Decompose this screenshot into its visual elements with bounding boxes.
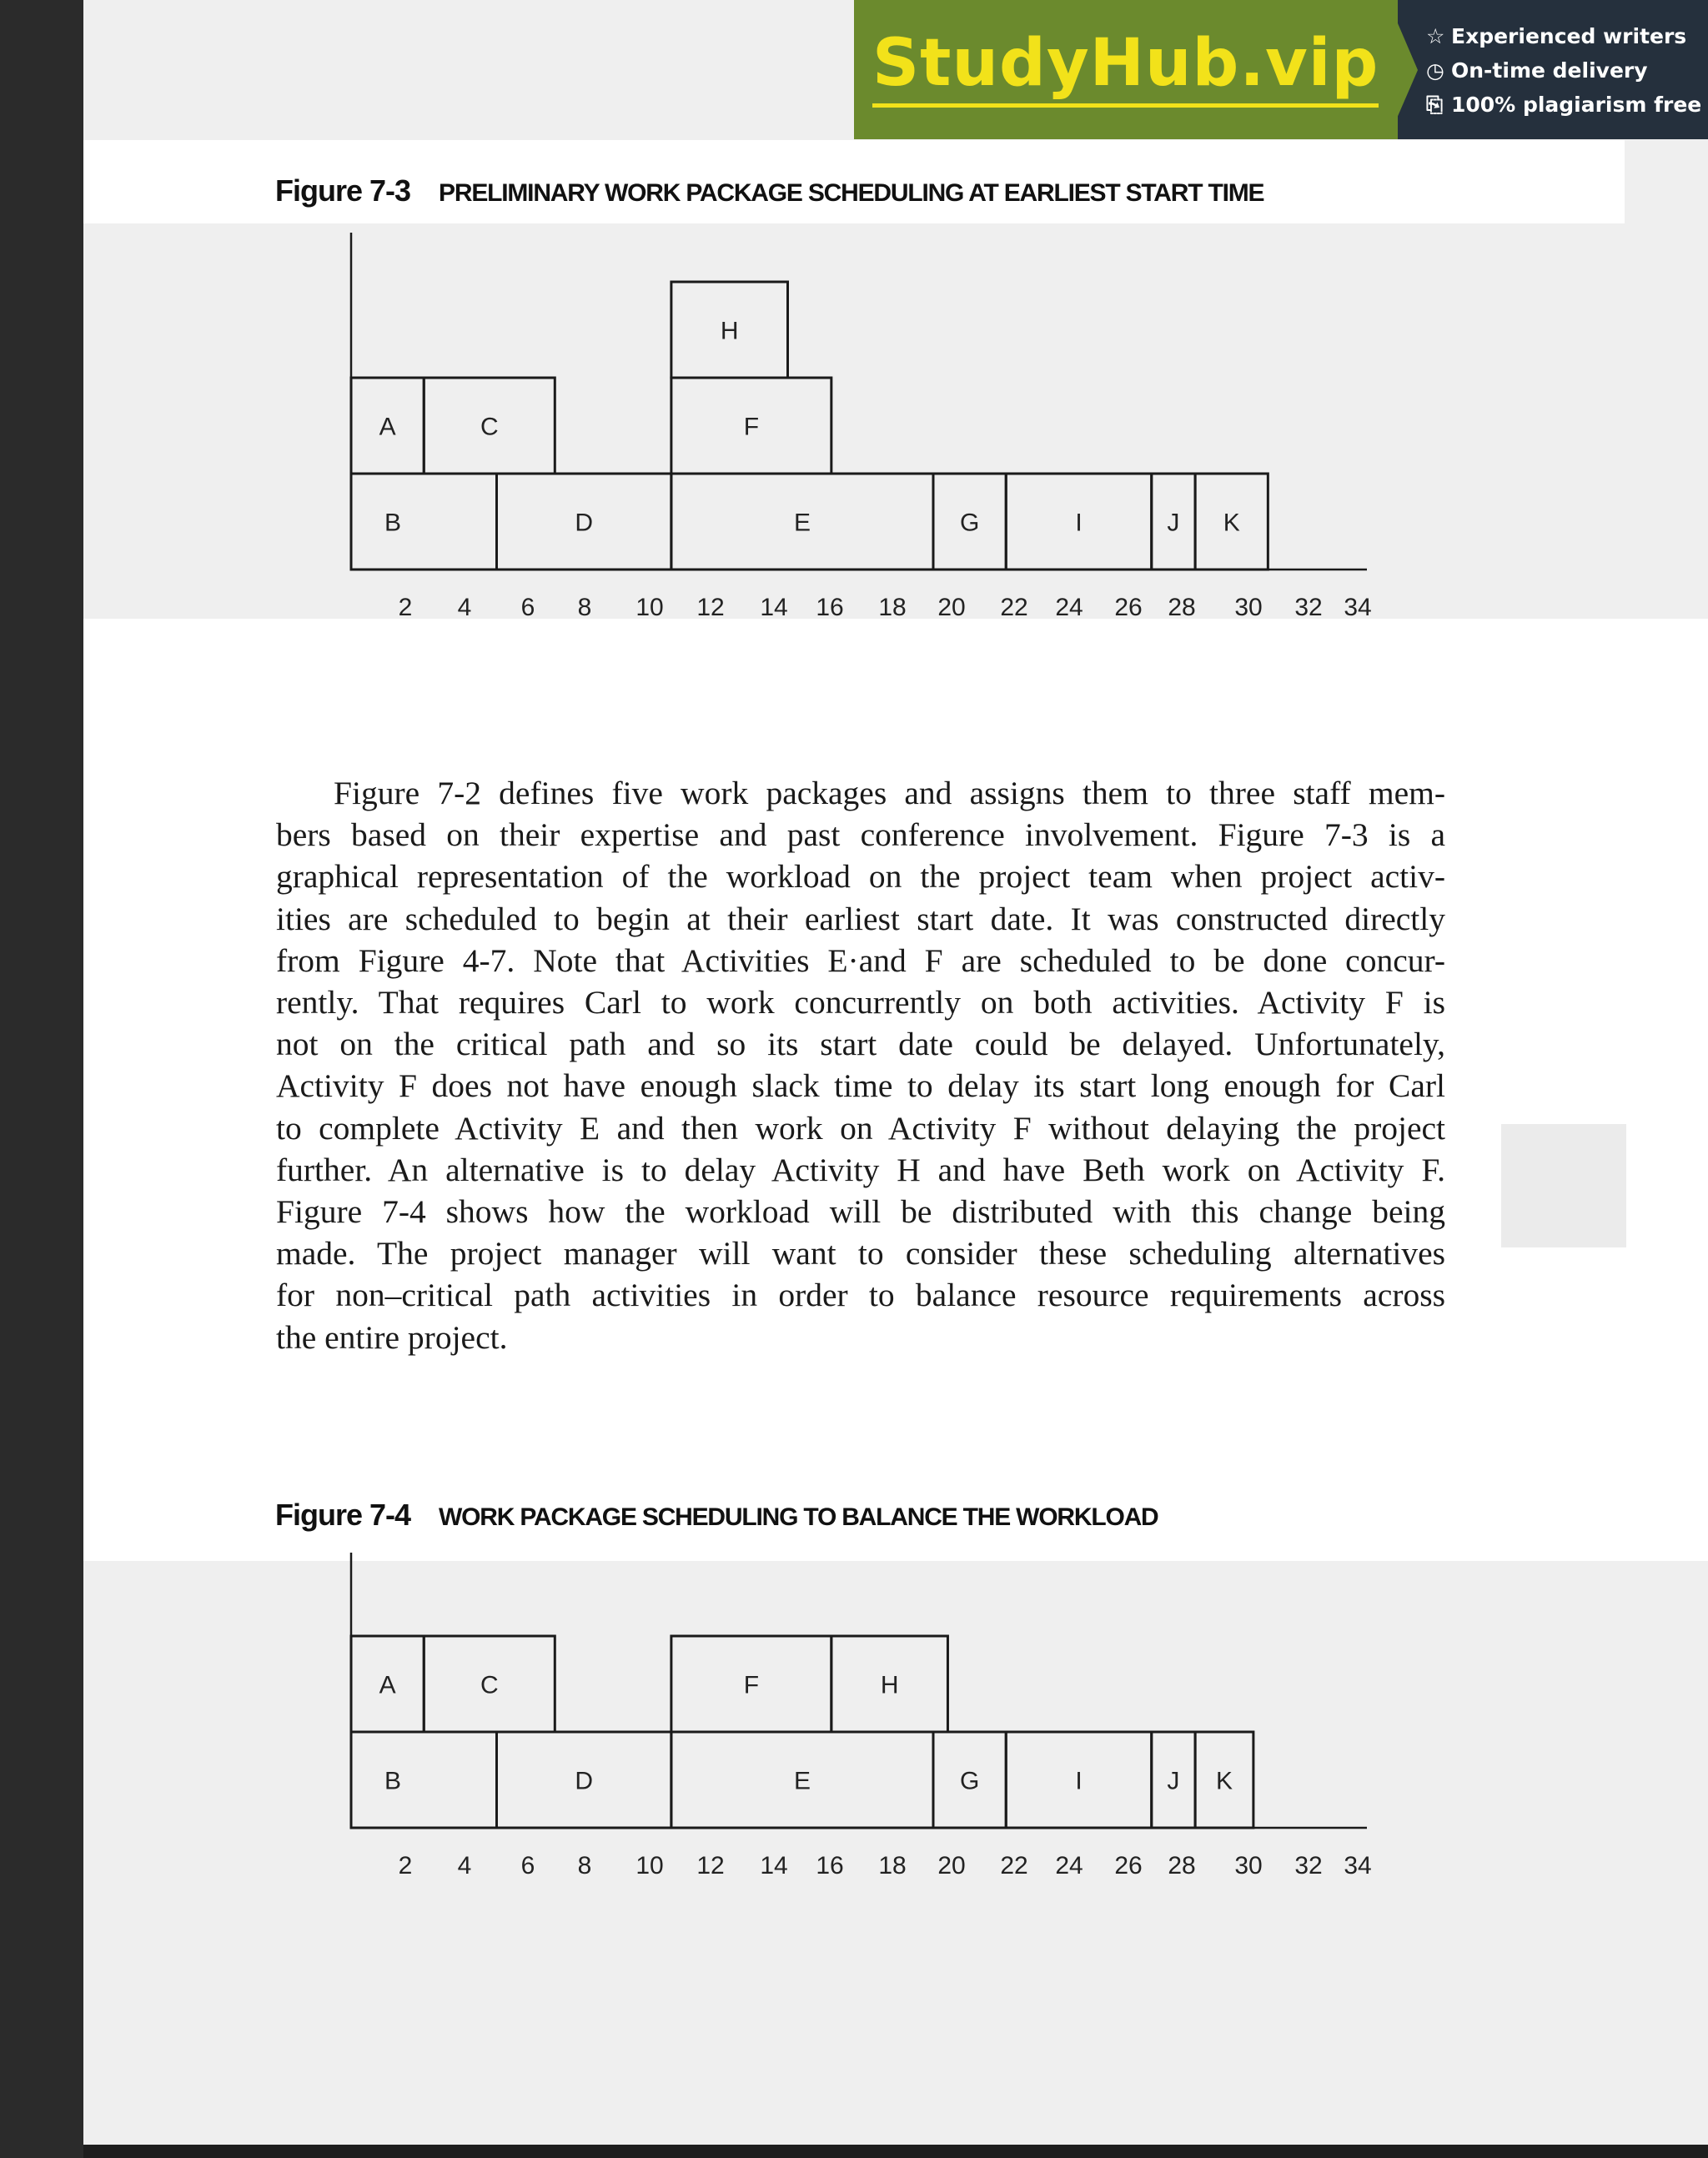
text-line: rently. That requires Carl to work concurrently on both activities. Activity F is xyxy=(276,984,1445,1021)
activity-label-j: J xyxy=(1167,509,1180,537)
x-tick-label: 24 xyxy=(1055,594,1083,621)
x-tick-label: 22 xyxy=(1000,1852,1028,1879)
activity-label-c: C xyxy=(480,413,499,441)
activity-label-i: I xyxy=(1075,509,1083,537)
activity-label-d: D xyxy=(575,1767,594,1795)
x-tick-label: 12 xyxy=(696,1852,725,1879)
activity-label-a: A xyxy=(379,1671,396,1699)
text-line: Figure 7-4 shows how the workload will be distributed with this change being xyxy=(276,1193,1445,1231)
x-tick-label: 26 xyxy=(1114,1852,1143,1879)
x-tick-label: 18 xyxy=(878,1852,907,1879)
figure-7-4-svg xyxy=(83,1553,1708,1903)
activity-label-h: H xyxy=(720,317,739,345)
x-tick-label: 6 xyxy=(520,594,535,621)
x-tick-label: 30 xyxy=(1234,594,1263,621)
x-tick-label: 8 xyxy=(577,594,592,621)
ad-feature-experienced: ☆ Experienced writers xyxy=(1426,20,1686,53)
text-line: the entire project. xyxy=(276,1318,508,1356)
activity-label-e: E xyxy=(793,509,811,537)
activity-label-e: E xyxy=(793,1767,811,1795)
activity-bar-b xyxy=(351,1732,497,1828)
activity-label-i: I xyxy=(1075,1767,1083,1795)
page-bottom-edge xyxy=(83,2145,1708,2158)
figure-7-3-caption xyxy=(275,173,1263,208)
activity-label-h: H xyxy=(880,1671,899,1699)
text-line: to complete Activity E and then work on Activity F without delaying the project xyxy=(276,1109,1445,1147)
activity-label-k: K xyxy=(1215,1767,1233,1795)
text-line: not on the critical path and so its start date could be delayed. Unfortunately, xyxy=(276,1026,1445,1063)
copy-icon: ⎘ xyxy=(1426,93,1444,117)
x-tick-label: 2 xyxy=(398,1852,413,1879)
x-tick-label: 20 xyxy=(937,594,966,621)
clock-icon: ◷ xyxy=(1426,58,1444,83)
text-line: Figure 7-2 defines five work packages and assigns them to three staff mem- xyxy=(334,775,1445,811)
activity-label-k: K xyxy=(1223,509,1240,537)
x-tick-label: 28 xyxy=(1168,594,1196,621)
activity-label-b: B xyxy=(384,509,402,537)
studyhub-logo: StudyHub.vip xyxy=(872,23,1379,108)
x-tick-label: 6 xyxy=(520,1852,535,1879)
ad-arrow-shape xyxy=(1388,0,1418,139)
x-tick-label: 32 xyxy=(1294,1852,1323,1879)
x-tick-label: 8 xyxy=(577,1852,592,1879)
x-tick-label: 2 xyxy=(398,594,413,621)
text-line: bers based on their expertise and past conference involvement. Figure 7-3 is a xyxy=(276,816,1445,854)
star-outline-icon: ☆ xyxy=(1426,24,1445,48)
text-line: further. An alternative is to delay Activity H and have Beth work on Activity F. xyxy=(276,1151,1445,1188)
figure-number: Figure 7-4 xyxy=(275,1498,411,1532)
chart-axis xyxy=(351,233,1367,570)
text-line: Activity F does not have enough slack time to delay its start long enough for Carl xyxy=(276,1067,1445,1105)
activity-label-f: F xyxy=(743,1671,760,1699)
text-line: graphical representation of the workload on the project team when project activ- xyxy=(276,858,1445,896)
activity-label-a: A xyxy=(379,413,396,441)
x-tick-label: 26 xyxy=(1114,594,1143,621)
x-tick-label: 22 xyxy=(1000,594,1028,621)
chart-axis xyxy=(351,1553,1367,1828)
x-tick-label: 4 xyxy=(457,1852,472,1879)
body-paragraph xyxy=(276,772,1445,1358)
activity-label-b: B xyxy=(384,1767,402,1795)
activity-label-f: F xyxy=(743,413,760,441)
activity-label-j: J xyxy=(1167,1767,1180,1795)
x-tick-label: 4 xyxy=(457,594,472,621)
x-tick-label: 14 xyxy=(760,594,788,621)
x-tick-label: 30 xyxy=(1234,1852,1263,1879)
figure-7-4-chart xyxy=(83,1553,1708,1903)
ad-feature-on-time: ◷ On-time delivery xyxy=(1426,54,1648,88)
studyhub-ad-banner[interactable] xyxy=(854,0,1708,139)
figure-7-4-caption xyxy=(275,1498,1158,1533)
figure-7-3-svg xyxy=(83,227,1708,627)
activity-label-c: C xyxy=(480,1671,499,1699)
x-tick-label: 32 xyxy=(1294,594,1323,621)
activity-label-d: D xyxy=(575,509,594,537)
x-tick-label: 20 xyxy=(937,1852,966,1879)
ad-feature-plagiarism-free: ⎘ 100% plagiarism free xyxy=(1426,88,1701,122)
text-line: from Figure 4-7. Note that Activities E·and F are scheduled to be done concur- xyxy=(276,941,1445,979)
x-tick-label: 24 xyxy=(1055,1852,1083,1879)
figure-7-3-chart xyxy=(83,227,1708,627)
book-spine-shadow xyxy=(0,0,83,2158)
x-tick-label: 34 xyxy=(1344,1852,1372,1879)
figure-title: WORK PACKAGE SCHEDULING TO BALANCE THE WORKLOAD xyxy=(439,1503,1158,1531)
ad-logo-panel xyxy=(854,0,1398,139)
text-line: for non–critical path activities in order to balance resource requirements across xyxy=(276,1277,1445,1314)
activity-bar-b xyxy=(351,474,497,570)
scan-patch xyxy=(1501,1124,1626,1247)
activity-label-g: G xyxy=(959,509,980,537)
x-tick-label: 10 xyxy=(635,1852,664,1879)
text-line: ities are scheduled to begin at their earliest start date. It was constructed directly xyxy=(276,900,1445,937)
text-line: made. The project manager will want to consider these scheduling alternatives xyxy=(276,1235,1445,1272)
figure-number: Figure 7-3 xyxy=(275,173,411,208)
x-tick-label: 12 xyxy=(696,594,725,621)
x-tick-label: 28 xyxy=(1168,1852,1196,1879)
x-tick-label: 16 xyxy=(816,594,844,621)
x-tick-label: 16 xyxy=(816,1852,844,1879)
x-tick-label: 34 xyxy=(1344,594,1372,621)
activity-label-g: G xyxy=(959,1767,980,1795)
x-tick-label: 14 xyxy=(760,1852,788,1879)
figure-title: PRELIMINARY WORK PACKAGE SCHEDULING AT EARLIEST START TIME xyxy=(439,179,1264,207)
x-tick-label: 18 xyxy=(878,594,907,621)
x-tick-label: 10 xyxy=(635,594,664,621)
